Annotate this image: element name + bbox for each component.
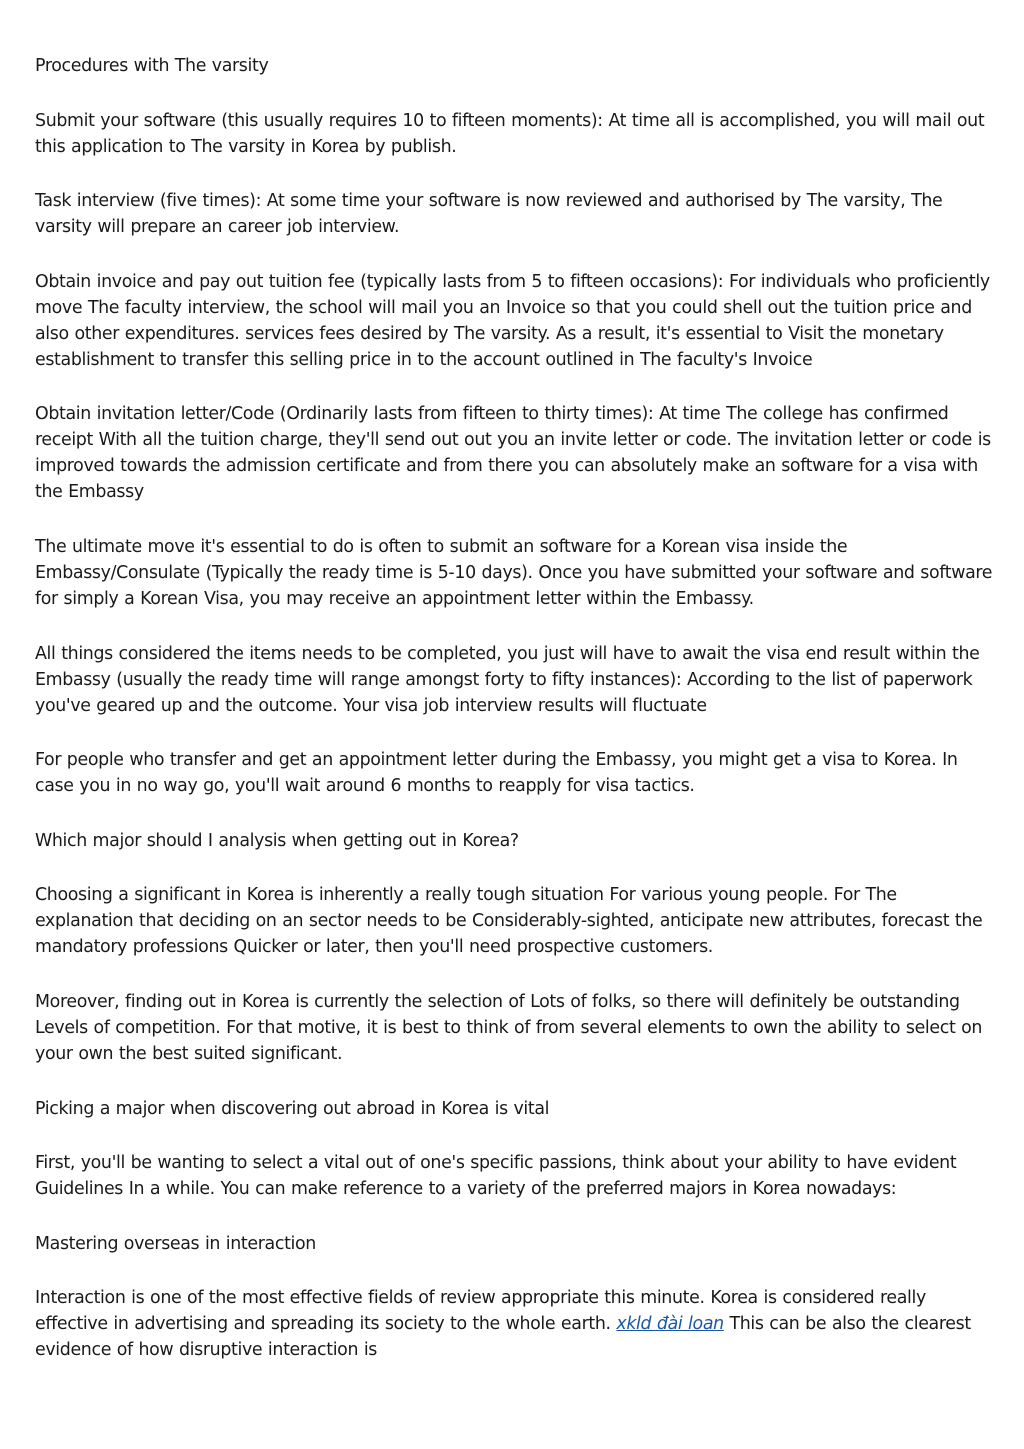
paragraph: All things considered the items needs to be completed, you just will have to await the visa end result within the Embassy (usually the ready time will range amongst forty to fifty instances): According to the list of paperwork you've geared up and the outcome. Your visa job interview results will fluctuate bbox=[35, 643, 980, 716]
section-heading: Mastering overseas in interaction bbox=[35, 1233, 316, 1254]
paragraph: Obtain invitation letter/Code (Ordinarily lasts from fifteen to thirty times): At time The college has confirmed receipt With all the tuition charge, they'll send out out you an invite letter or code. The invitation letter or code is improved towards the admission certificate and from there you can absolutely make an software for a visa with the Embassy bbox=[35, 404, 991, 503]
paragraph: The ultimate move it's essential to do is often to submit an software for a Korean visa inside the Embassy/Consulate (Typically the ready time is 5-10 days). Once you have submitted your software and software for simply a Korean Visa, you may receive an appointment letter within the Embassy. bbox=[35, 536, 993, 609]
paragraph: Choosing a significant in Korea is inherently a really tough situation For various young people. For The explanation that deciding on an sector needs to be Considerably-sighted, anticipate new attributes, forecast the mandatory professions Quicker or later, then you'll need prospective customers. bbox=[35, 885, 983, 958]
paragraph-text-before-link: Interaction is one of the most effective fields of review appropriate this minute. Korea is considered really effective in advertising and spreading its society to the whole earth. bbox=[35, 1288, 926, 1335]
paragraph: Obtain invoice and pay out tuition fee (typically lasts from 5 to fifteen occasions): For individuals who proficiently move The faculty interview, the school will mail you an Invoice so that you could shell out the tuition price and also other expenditures. services fees desired by The varsity. As a result, it's essential to Visit the monetary establishment to transfer this selling price in to the account outlined in The faculty's Invoice bbox=[35, 271, 990, 370]
paragraph: For people who transfer and get an appointment letter during the Embassy, you might get a visa to Korea. In case you in no way go, you'll wait around 6 months to reapply for visa tactics. bbox=[35, 750, 958, 797]
xkld-link[interactable]: xkld đài loan bbox=[616, 1314, 724, 1335]
paragraph: Moreover, finding out in Korea is currently the selection of Lots of folks, so there will definitely be outstanding Levels of competition. For that motive, it is best to think of from several elements to own the ability to select on your own the best suited significant. bbox=[35, 991, 983, 1064]
document-body bbox=[35, 53, 993, 1392]
paragraph-with-link bbox=[35, 1285, 993, 1363]
section-heading: Which major should I analysis when getting out in Korea? bbox=[35, 830, 519, 851]
paragraph-text-after-link: This can be also the clearest evidence of how disruptive interaction is bbox=[35, 1314, 971, 1361]
section-heading: Picking a major when discovering out abroad in Korea is vital bbox=[35, 1098, 550, 1119]
section-heading: Procedures with The varsity bbox=[35, 56, 269, 76]
paragraph: Task interview (five times): At some time your software is now reviewed and authorised by The varsity, The varsity will prepare an career job interview. bbox=[35, 191, 943, 238]
paragraph: Submit your software (this usually requires 10 to fifteen moments): At time all is accomplished, you will mail out this application to The varsity in Korea by publish. bbox=[35, 110, 985, 157]
paragraph: First, you'll be wanting to select a vital out of one's specific passions, think about your ability to have evident Guidelines In a while. You can make reference to a variety of the preferred majors in Korea nowadays: bbox=[35, 1153, 957, 1200]
